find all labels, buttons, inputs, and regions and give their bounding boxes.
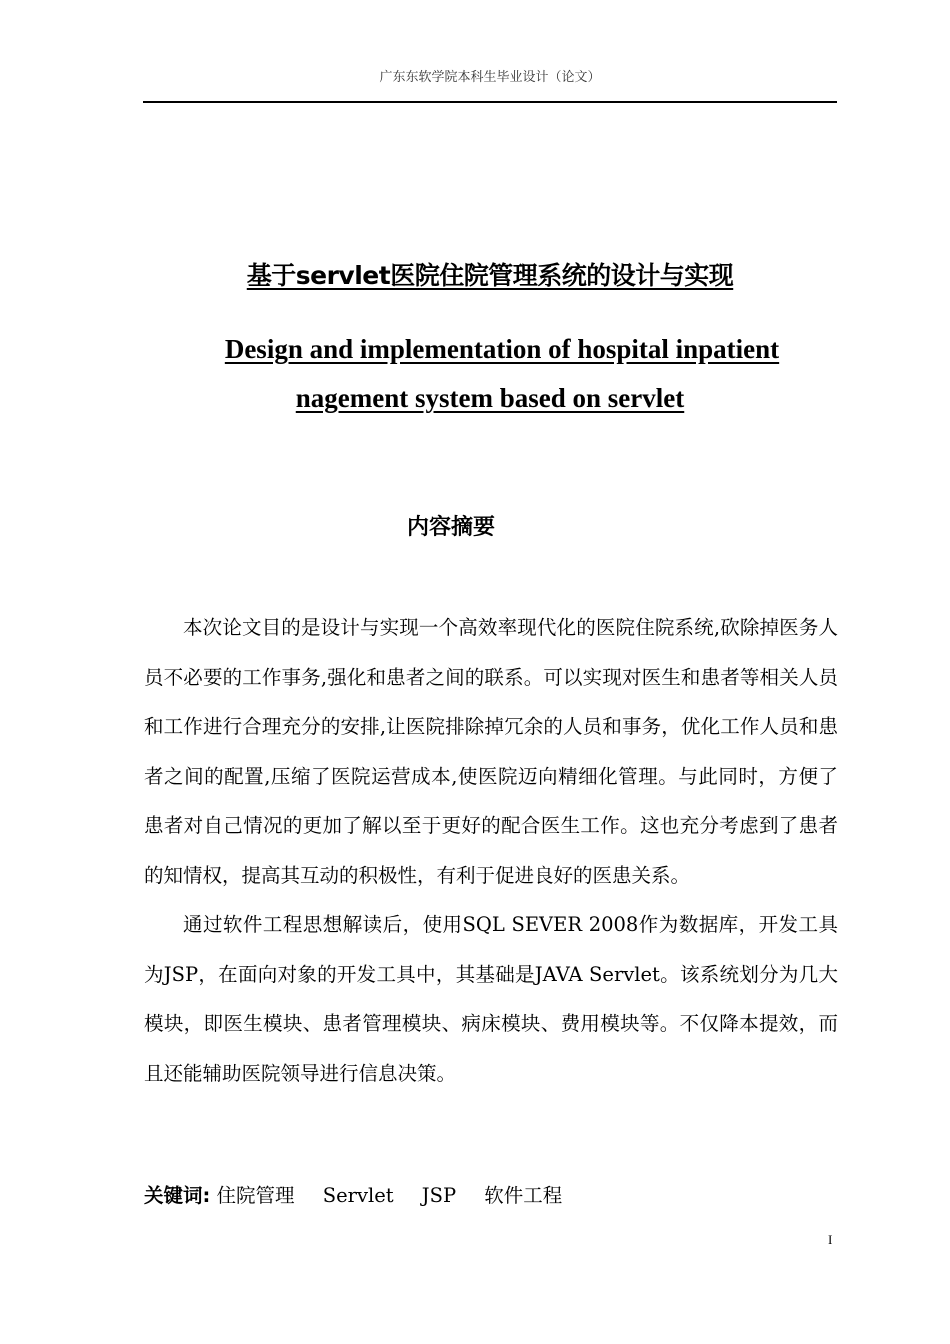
keyword-item: 软件工程: [484, 1184, 563, 1207]
thesis-title-english-line-2: nagement system based on servlet: [295, 383, 685, 413]
abstract-paragraph-2: 通过软件工程思想解读后，使用SQL SEVER 2008作为数据库，开发工具为JSP，在面向对象的开发工具中，其基础是JAVA Servlet。该系统划分为几大模块，即医生模块、患者管理模块、病床模块、费用模块等。不仅降本提效，而且还能辅助医院领导进行信息决策。: [144, 913, 838, 1085]
thesis-title-chinese: 基于servlet医院住院管理系统的设计与实现: [246, 261, 734, 290]
thesis-title-english-line-1: Design and implementation of hospital inpatient: [224, 334, 780, 364]
keyword-item: JSP: [421, 1184, 457, 1207]
abstract-paragraph-1: 本次论文目的是设计与实现一个高效率现代化的医院住院系统,砍除掉医务人员不必要的工作事务,强化和患者之间的联系。可以实现对医生和患者等相关人员和工作进行合理充分的安排,让医院排除掉冗余的人员和事务，优化工作人员和患者之间的配置,压缩了医院运营成本,使医院迈向精细化管理。与此同时，方便了患者对自己情况的更加了解以至于更好的配合医生工作。这也充分考虑到了患者的知情权，提高其互动的积极性，有利于促进良好的医患关系。: [144, 616, 838, 887]
header-divider: [143, 101, 837, 103]
abstract-body: [144, 603, 838, 1098]
keyword-item: 住院管理: [216, 1184, 295, 1207]
keywords-label: 关键词:: [144, 1184, 211, 1207]
abstract-heading: 内容摘要: [406, 515, 495, 540]
keyword-item: Servlet: [322, 1184, 394, 1207]
keywords-line: [144, 1180, 584, 1208]
page-number: I: [828, 1232, 833, 1247]
running-header: 广东东软学院本科生毕业设计（论文）: [379, 70, 601, 85]
